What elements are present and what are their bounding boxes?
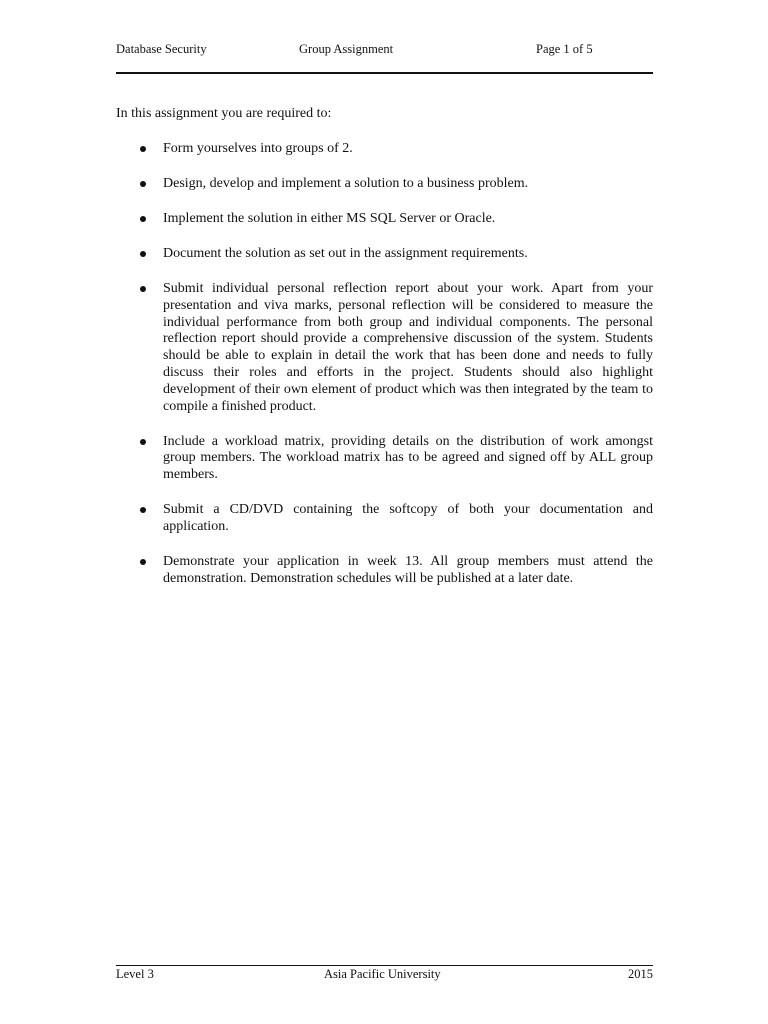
list-item	[116, 141, 653, 158]
list-item	[116, 176, 653, 193]
footer-institution: Asia Pacific University	[324, 967, 441, 981]
bullet-icon	[140, 251, 146, 257]
bullet-icon	[140, 181, 146, 187]
footer-level: Level 3	[116, 967, 154, 981]
requirements-list	[116, 141, 653, 606]
header-divider	[116, 72, 653, 74]
footer-year: 2015	[628, 967, 653, 981]
bullet-icon	[140, 559, 146, 565]
page-footer	[116, 967, 653, 985]
list-item	[116, 211, 653, 228]
list-item	[116, 434, 653, 484]
list-item-text: Submit individual personal reflection report about your work. Apart from your presentation and viva marks, personal reflection will be considered to measure the individual performance from both group and individual components. The personal reflection report should provide a comprehensive discussion of the system. Students should be able to explain in detail the work that has been done and needs to fully discuss their roles and efforts in the project. Students should also highlight development of their own element of product which was then integrated by the team to compile a finished product.	[163, 280, 653, 414]
list-item	[116, 246, 653, 263]
header-course-title: Database Security	[116, 42, 207, 56]
bullet-icon	[140, 216, 146, 222]
intro-paragraph: In this assignment you are required to:	[116, 106, 332, 121]
list-item-text: Demonstrate your application in week 13. All group members must attend the demonstration. Demonstration schedules will be published at a later date.	[163, 553, 653, 586]
bullet-icon	[140, 286, 146, 292]
header-page-number: Page 1 of 5	[536, 42, 593, 56]
list-item-text: Form yourselves into groups of 2.	[163, 141, 353, 156]
list-item-text: Design, develop and implement a solution to a business problem.	[163, 175, 529, 191]
list-item-text: Include a workload matrix, providing details on the distribution of work amongst group members. The workload matrix has to be agreed and signed off by ALL group members.	[163, 433, 653, 483]
list-item-text: Submit a CD/DVD containing the softcopy of both your documentation and application.	[163, 502, 653, 534]
list-item	[116, 502, 653, 536]
bullet-icon	[140, 146, 146, 152]
page-header	[116, 42, 653, 64]
footer-divider	[116, 965, 653, 966]
bullet-icon	[140, 439, 146, 445]
list-item	[116, 281, 653, 415]
bullet-icon	[140, 507, 146, 513]
list-item-text: Document the solution as set out in the assignment requirements.	[163, 245, 528, 261]
list-item	[116, 554, 653, 588]
header-assignment-type: Group Assignment	[299, 42, 394, 56]
list-item-text: Implement the solution in either MS SQL Server or Oracle.	[163, 210, 496, 226]
